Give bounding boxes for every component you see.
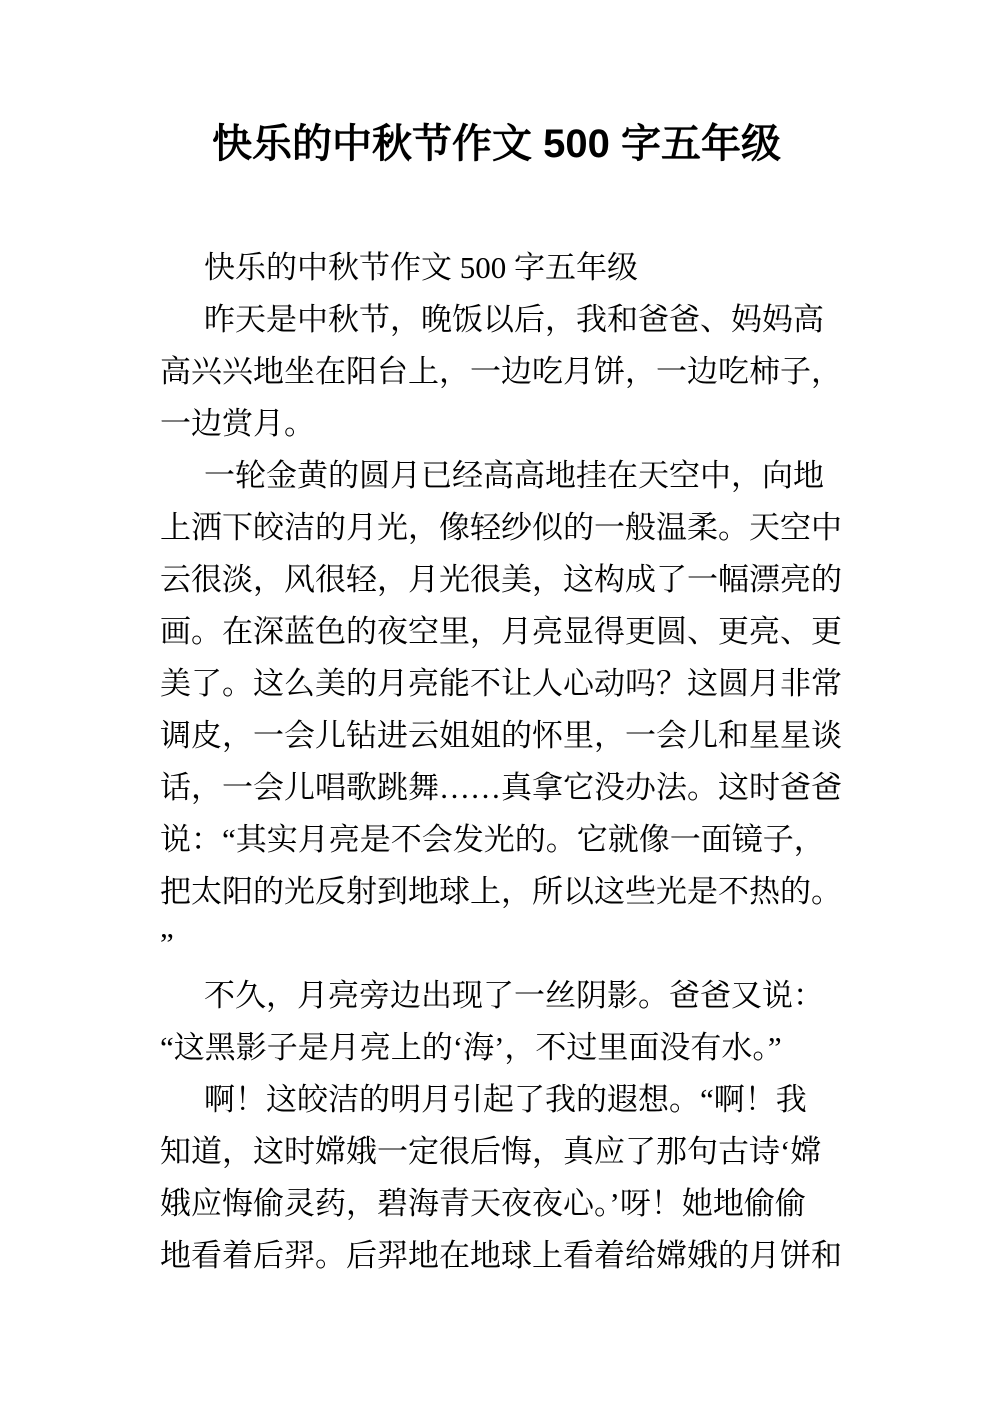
text-line: 地看着后羿。后羿地在地球上看着给嫦娥的月饼和 [160,1238,842,1273]
text-line: 把太阳的光反射到地球上，所以这些光是不热的。 [160,874,842,909]
paragraph-2 [160,450,860,970]
text-line: “这黑影子是月亮上的‘海’，不过里面没有水。” [160,1030,782,1065]
paragraph-3 [160,970,860,1074]
text-line: 快乐的中秋节作文 500 字五年级 [204,250,638,285]
text-line: 高兴兴地坐在阳台上，一边吃月饼，一边吃柿子， [160,354,842,389]
text-line: 昨天是中秋节，晚饭以后，我和爸爸、妈妈高 [204,302,824,337]
text-line: 啊！这皎洁的明月引起了我的遐想。“啊！我 [204,1082,807,1117]
page-title: 快乐的中秋节作文 500 字五年级 [212,122,781,166]
document-body [160,242,860,1282]
text-line: 话，一会儿唱歌跳舞……真拿它没办法。这时爸爸 [160,770,842,805]
paragraph-subtitle [160,242,860,294]
text-line: 云很淡，风很轻，月光很美，这构成了一幅漂亮的 [160,562,842,597]
text-line: 娥应悔偷灵药，碧海青天夜夜心。’呀！她地偷偷 [160,1186,806,1221]
text-line: 说：“其实月亮是不会发光的。它就像一面镜子， [160,822,825,857]
paragraph-4 [160,1074,860,1282]
text-line: 一边赏月。 [160,406,315,441]
text-line: ” [160,926,174,961]
text-line: 一轮金黄的圆月已经高高地挂在天空中，向地 [204,458,824,493]
text-line: 美了。这么美的月亮能不让人心动吗？这圆月非常 [160,666,842,701]
text-line: 画。在深蓝色的夜空里，月亮显得更圆、更亮、更 [160,614,842,649]
paragraph-1 [160,294,860,450]
text-line: 知道，这时嫦娥一定很后悔，真应了那句古诗‘嫦 [160,1134,822,1169]
text-line: 不久，月亮旁边出现了一丝阴影。爸爸又说： [204,978,824,1013]
text-line: 调皮，一会儿钻进云姐姐的怀里，一会儿和星星谈 [160,718,842,753]
text-line: 上洒下皎洁的月光，像轻纱似的一般温柔。天空中 [160,510,842,545]
